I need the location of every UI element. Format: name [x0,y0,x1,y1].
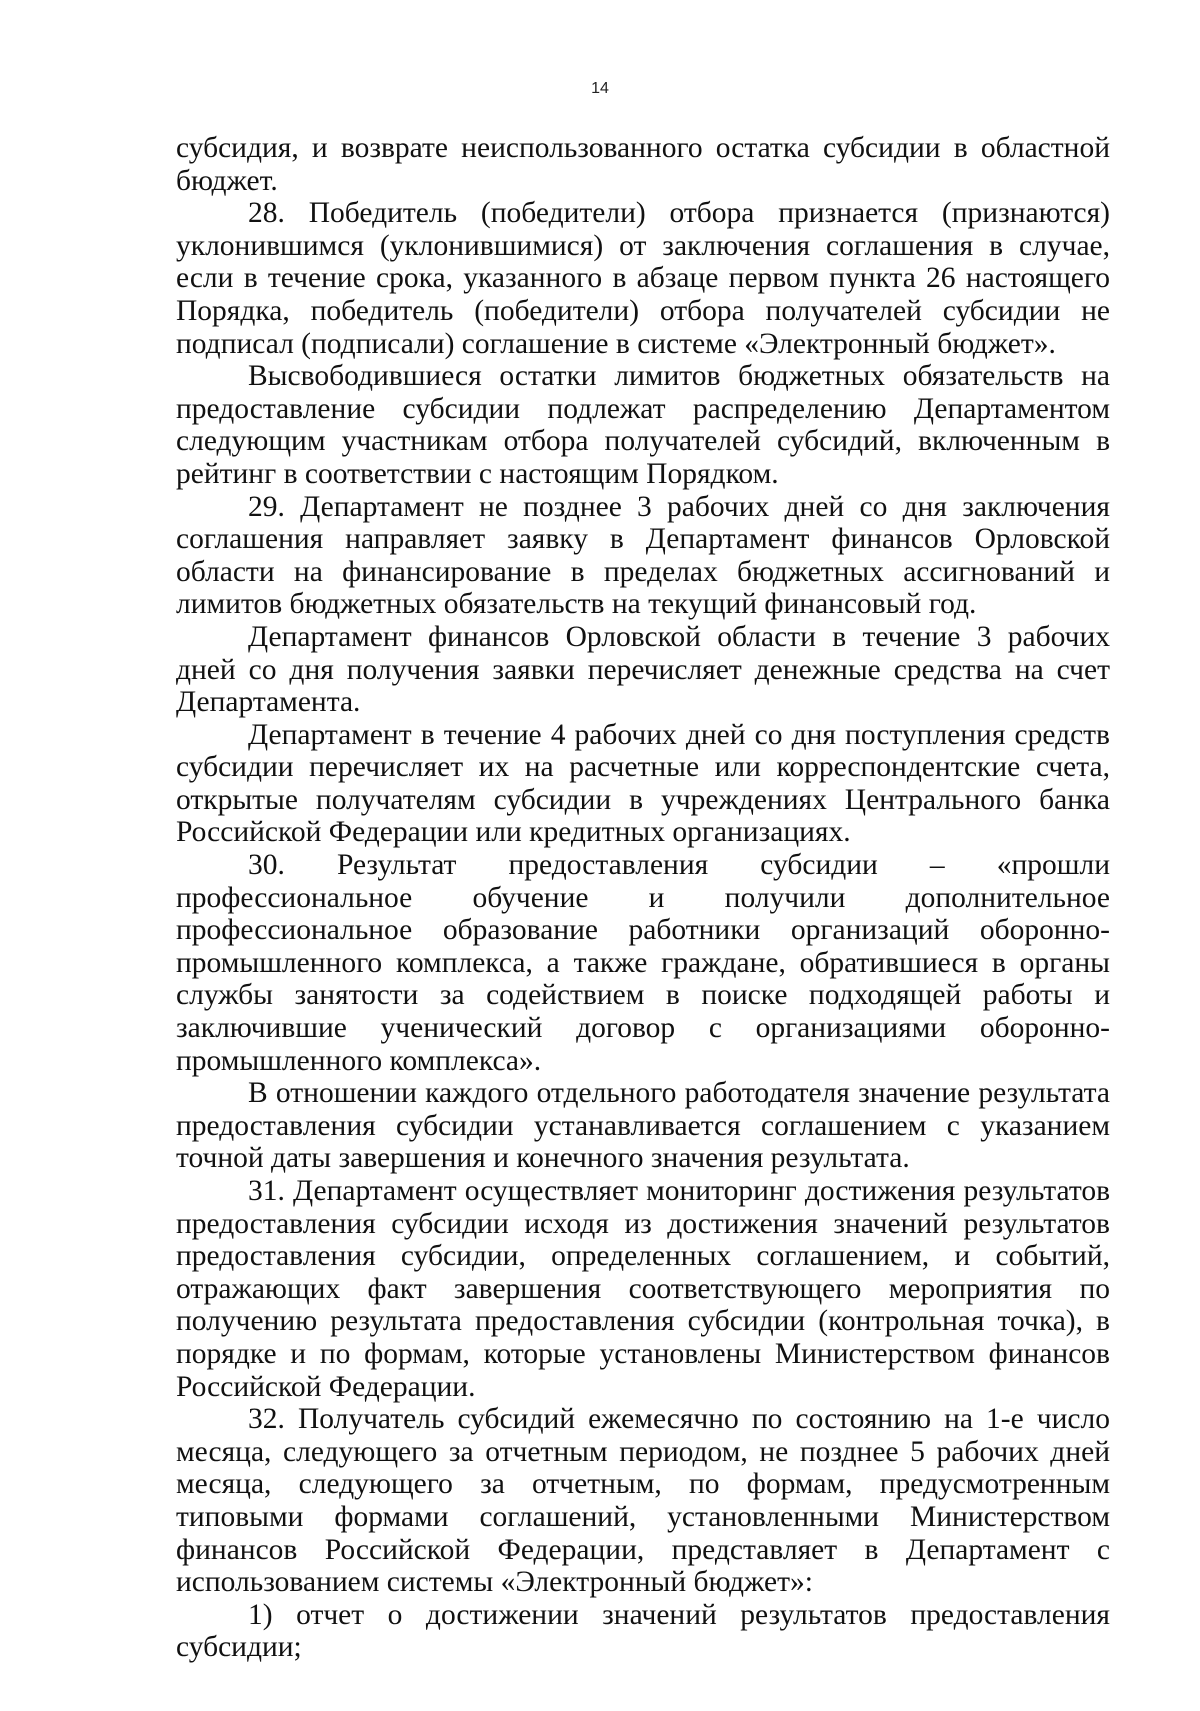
paragraph-item-29: 29. Департамент не позднее 3 рабочих дней со дня заключения соглашения направляет заявку в Департамент финансов Орловской области на финансирование в пределах бюджетных ассигнований и лимитов бюджетных обязательств на текущий финансовый год. [176,490,1110,621]
paragraph-item-30: 30. Результат предоставления субсидии – «прошли профессиональное обучение и получили дополнительное профессиональное образование работники организаций оборонно-промышленного комплекса, а также граждане, обратившиеся в органы службы занятости за содействием в поиске подходящей работы и заключившие ученический договор с организациями оборонно-промышленного комплекса». [176,849,1110,1077]
paragraph-department-transfer: Департамент в течение 4 рабочих дней со дня поступления средств субсидии перечисляет их на расчетные или корреспондентские счета, открытые получателям субсидии в учреждениях Центрального банка Российской Федерации или кредитных организациях. [176,718,1110,849]
list-item-1: 1) отчет о достижении значений результатов предоставления субсидии; [176,1598,1110,1664]
paragraph-item-28: 28. Победитель (победители) отбора признается (признаются) уклонившимся (уклонившимися) от заключения соглашения в случае, если в течение срока, указанного в абзаце первом пункта 26 настоящего Порядка, победитель (победители) отбора получателей субсидии не подписал (подписали) соглашение в системе «Электронный бюджет». [176,197,1110,360]
document-body [176,132,1110,1664]
paragraph-result-value: В отношении каждого отдельного работодателя значение результата предоставления субсидии устанавливается соглашением с указанием точной даты завершения и конечного значения результата. [176,1077,1110,1175]
paragraph-released-limits: Высвободившиеся остатки лимитов бюджетных обязательств на предоставление субсидии подлежат распределению Департаментом следующим участникам отбора получателей субсидий, включенным в рейтинг в соответствии с настоящим Порядком. [176,360,1110,490]
paragraph-finance-department-transfer: Департамент финансов Орловской области в течение 3 рабочих дней со дня получения заявки перечисляет денежные средства на счет Департамента. [176,620,1110,719]
paragraph-item-32: 32. Получатель субсидий ежемесячно по состоянию на 1-е число месяца, следующего за отчетным периодом, не позднее 5 рабочих дней месяца, следующего за отчетным, по формам, предусмотренным типовыми формами соглашений, установленными Министерством финансов Российской Федерации, представляет в Департамент с использованием системы «Электронный бюджет»: [176,1403,1110,1599]
page-number: 14 [591,80,609,97]
paragraph-continuation: субсидия, и возврате неиспользованного остатка субсидии в областной бюджет. [176,132,1110,197]
paragraph-item-31: 31. Департамент осуществляет мониторинг достижения результатов предоставления субсидии исходя из достижения значений результатов предоставления субсидии, определенных соглашением, и событий, отражающих факт завершения соответствующего мероприятия по получению результата предоставления субсидии (контрольная точка), в порядке и по формам, которые установлены Министерством финансов Российской Федерации. [176,1175,1110,1403]
